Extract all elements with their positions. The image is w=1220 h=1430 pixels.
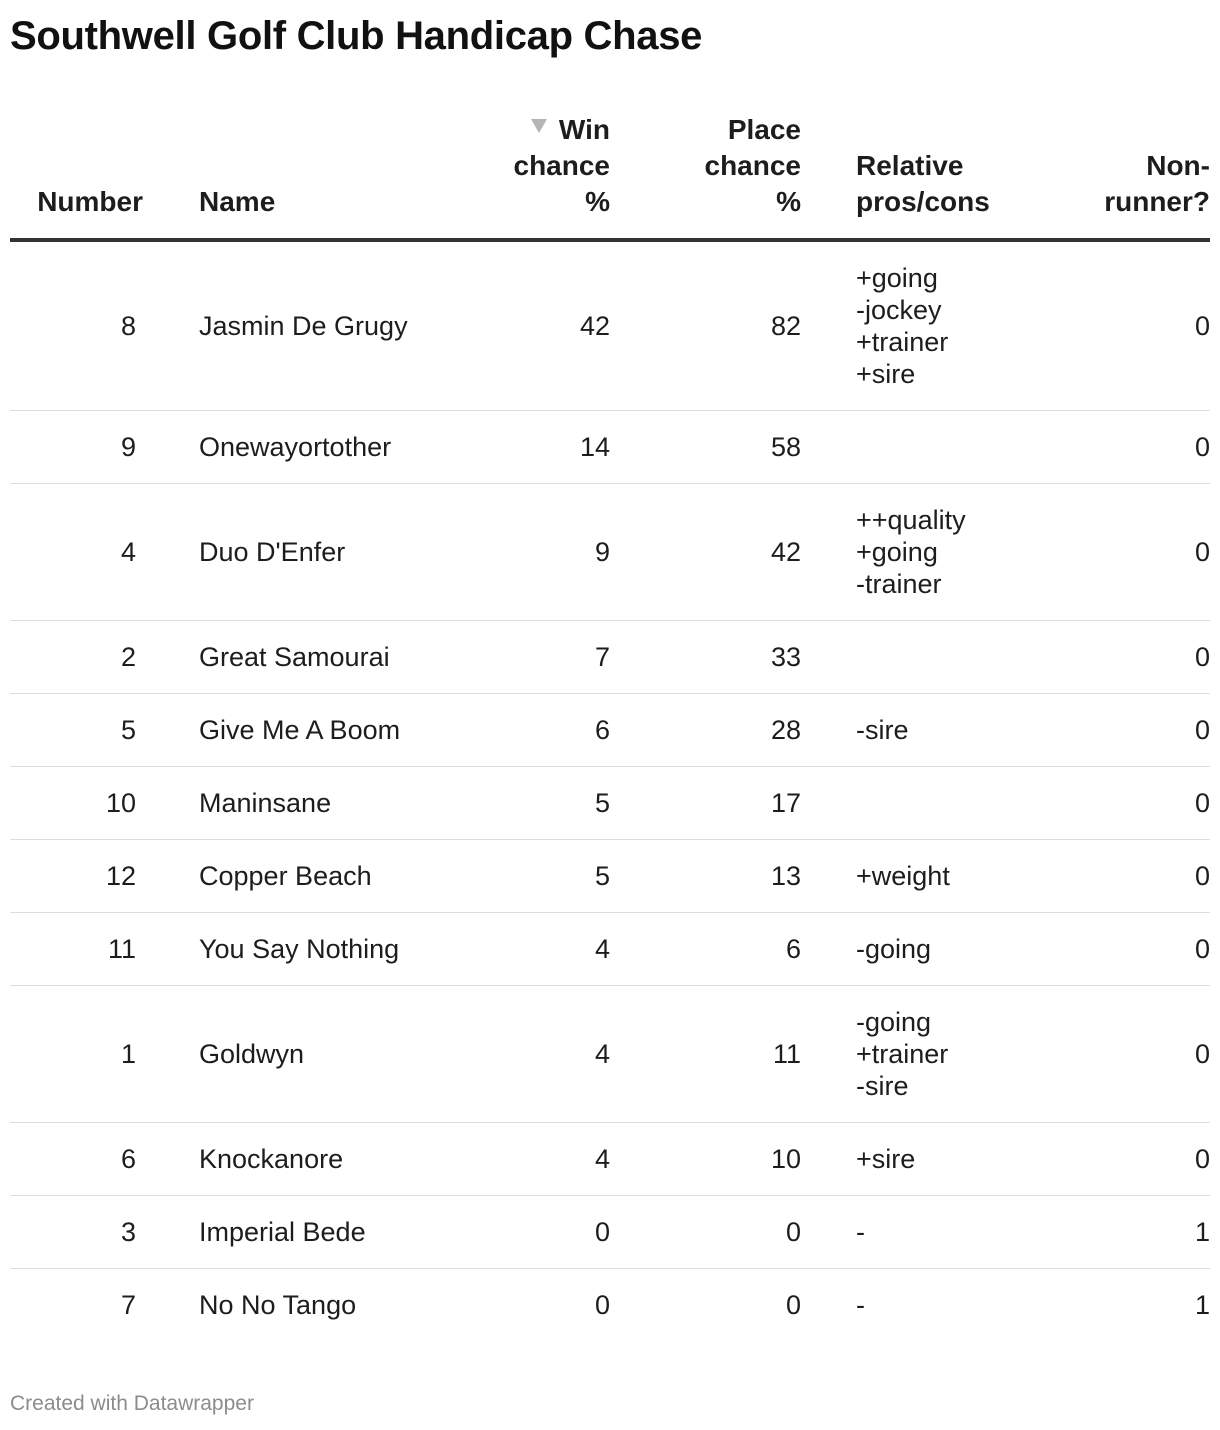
table-row xyxy=(10,1196,1210,1269)
cell-win-chance: 4 xyxy=(460,913,610,986)
relative-item: +trainer xyxy=(856,1039,949,1069)
cell-relative xyxy=(801,484,1041,621)
header-win-chance[interactable] xyxy=(460,112,610,240)
cell-number: 2 xyxy=(10,621,160,694)
table-row xyxy=(10,840,1210,913)
cell-number: 7 xyxy=(120,1290,136,1320)
cell-relative xyxy=(801,621,1041,694)
cell-non-runner: 0 xyxy=(1041,621,1210,694)
cell-relative xyxy=(801,840,1041,913)
cell-name: Duo D'Enfer xyxy=(160,484,460,621)
cell-number: 3 xyxy=(10,1196,160,1269)
relative-item: +trainer xyxy=(856,327,949,357)
header-label-line: % xyxy=(585,186,610,217)
table-row xyxy=(10,767,1210,840)
cell-number: 11 xyxy=(10,913,160,986)
cell-place-chance: 0 xyxy=(610,1196,801,1269)
table-row xyxy=(10,240,1210,411)
cell-number: 9 xyxy=(10,411,160,484)
cell-name: Give Me A Boom xyxy=(160,694,460,767)
cell-number: 8 xyxy=(10,240,160,411)
cell-non-runner: 0 xyxy=(1041,1123,1210,1196)
cell-non-runner: 0 xyxy=(1041,986,1210,1123)
data-table xyxy=(10,112,1210,1341)
header-label-line: Number xyxy=(37,186,143,217)
cell-relative xyxy=(801,986,1041,1123)
cell-non-runner: 0 xyxy=(1041,411,1210,484)
cell-win-chance: 6 xyxy=(460,694,610,767)
relative-item: -jockey xyxy=(856,295,942,325)
cell-win-chance: 5 xyxy=(460,767,610,840)
cell-name: Copper Beach xyxy=(160,840,460,913)
relative-item: -trainer xyxy=(856,569,942,599)
cell-place-chance: 10 xyxy=(610,1123,801,1196)
cell-win-chance: 9 xyxy=(460,484,610,621)
table-body xyxy=(10,240,1210,1341)
cell-name: You Say Nothing xyxy=(160,913,460,986)
cell-relative xyxy=(801,1269,1041,1342)
cell-win-chance: 4 xyxy=(460,986,610,1123)
relative-item: -going xyxy=(856,1007,932,1037)
relative-item: - xyxy=(856,1217,865,1247)
cell-non-runner: 1 xyxy=(1194,1290,1210,1320)
cell-number: 1 xyxy=(10,986,160,1123)
cell-win-chance: 0 xyxy=(460,1196,610,1269)
cell-number: 5 xyxy=(10,694,160,767)
relative-item: +sire xyxy=(856,1144,916,1174)
cell-relative xyxy=(801,694,1041,767)
relative-item: -sire xyxy=(856,715,909,745)
cell-place-chance: 6 xyxy=(610,913,801,986)
sort-descending-icon xyxy=(531,119,547,133)
table-row xyxy=(10,411,1210,484)
header-non-runner[interactable] xyxy=(1041,112,1210,240)
cell-non-runner: 0 xyxy=(1041,240,1210,411)
cell-win-chance: 0 xyxy=(594,1290,610,1320)
header-place-chance[interactable] xyxy=(610,112,801,240)
cell-place-chance: 28 xyxy=(610,694,801,767)
header-label-line: % xyxy=(776,186,801,217)
table-row xyxy=(10,1123,1210,1196)
cell-win-chance: 5 xyxy=(460,840,610,913)
cell-relative xyxy=(801,240,1041,411)
cell-non-runner: 1 xyxy=(1041,1196,1210,1269)
header-label-line: chance xyxy=(704,150,801,181)
header-label-line: chance xyxy=(513,150,610,181)
header-label-line: Non- xyxy=(1146,150,1210,181)
cell-name: Maninsane xyxy=(160,767,460,840)
cell-relative xyxy=(801,1123,1041,1196)
header-number[interactable] xyxy=(10,112,160,240)
cell-number: 10 xyxy=(10,767,160,840)
cell-relative xyxy=(801,411,1041,484)
cell-name: Knockanore xyxy=(160,1123,460,1196)
relative-item: +going xyxy=(856,263,938,293)
header-row xyxy=(10,112,1210,240)
header-label-line: Place xyxy=(727,114,801,145)
cell-number: 4 xyxy=(10,484,160,621)
cell-place-chance: 0 xyxy=(785,1290,801,1320)
footer-credit: Created with Datawrapper xyxy=(10,1392,254,1415)
chart-title: Southwell Golf Club Handicap Chase xyxy=(10,14,703,58)
cell-name: Great Samourai xyxy=(160,621,460,694)
cell-relative xyxy=(801,1196,1041,1269)
cell-non-runner: 0 xyxy=(1041,913,1210,986)
cell-name: Jasmin De Grugy xyxy=(160,240,460,411)
cell-non-runner: 0 xyxy=(1041,484,1210,621)
relative-item: -sire xyxy=(856,1071,909,1101)
cell-win-chance: 42 xyxy=(460,240,610,411)
relative-item: - xyxy=(856,1290,865,1320)
cell-name: No No Tango xyxy=(199,1290,357,1320)
relative-item: +weight xyxy=(856,861,950,891)
relative-item: ++quality xyxy=(856,505,966,535)
header-relative[interactable] xyxy=(801,112,1041,240)
cell-non-runner: 0 xyxy=(1041,694,1210,767)
relative-item: -going xyxy=(856,934,932,964)
cell-name: Onewayortother xyxy=(160,411,460,484)
header-label-line: pros/cons xyxy=(856,186,990,217)
table-row xyxy=(10,913,1210,986)
table-row xyxy=(10,484,1210,621)
cell-number: 12 xyxy=(10,840,160,913)
table-row xyxy=(10,621,1210,694)
table-row xyxy=(10,694,1210,767)
cell-win-chance: 14 xyxy=(460,411,610,484)
cell-place-chance: 42 xyxy=(610,484,801,621)
cell-non-runner: 0 xyxy=(1041,767,1210,840)
cell-win-chance: 7 xyxy=(460,621,610,694)
cell-name: Goldwyn xyxy=(160,986,460,1123)
header-label-line: Relative xyxy=(856,150,964,181)
cell-win-chance: 4 xyxy=(460,1123,610,1196)
header-label-line: Win xyxy=(558,114,610,145)
cell-place-chance: 33 xyxy=(610,621,801,694)
header-name[interactable] xyxy=(160,112,460,240)
table-row xyxy=(10,986,1210,1123)
relative-item: +sire xyxy=(856,359,916,389)
cell-place-chance: 58 xyxy=(610,411,801,484)
cell-name: Imperial Bede xyxy=(160,1196,460,1269)
cell-place-chance: 13 xyxy=(610,840,801,913)
cell-relative xyxy=(801,767,1041,840)
header-label-line: Name xyxy=(199,186,276,217)
cell-place-chance: 17 xyxy=(610,767,801,840)
cell-place-chance: 11 xyxy=(610,986,801,1123)
table-row xyxy=(10,1269,1210,1342)
chart-container xyxy=(10,0,1210,1415)
cell-relative xyxy=(801,913,1041,986)
cell-non-runner: 0 xyxy=(1041,840,1210,913)
relative-item: +going xyxy=(856,537,938,567)
cell-place-chance: 82 xyxy=(610,240,801,411)
cell-number: 6 xyxy=(10,1123,160,1196)
header-label-line: runner? xyxy=(1104,186,1210,217)
